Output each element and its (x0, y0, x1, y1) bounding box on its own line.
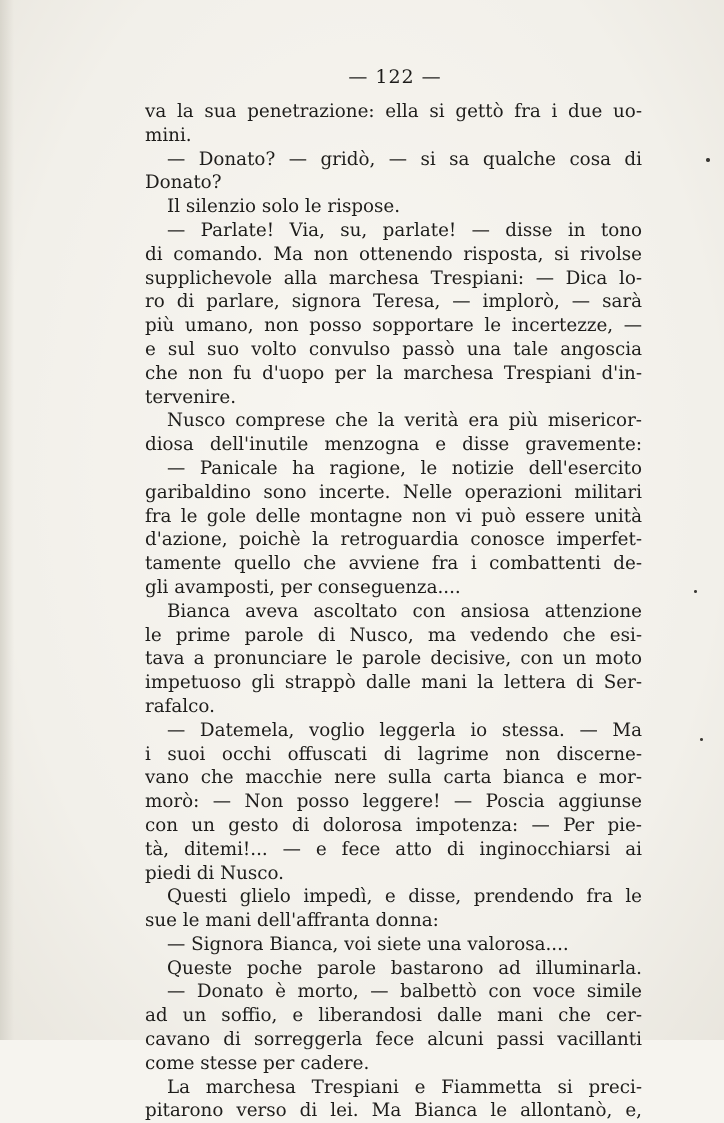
text-line: piedi di Nusco. (145, 862, 284, 884)
speck-mark (694, 590, 697, 593)
text-line: — Signora Bianca, voi siete una valorosa.... (167, 933, 569, 955)
text-line: come stesse per cadere. (145, 1052, 370, 1074)
text-line: sue le mani dell'affranta donna: (145, 910, 439, 932)
text-line: ad un soffio, e liberandosi dalle mani che cer- (145, 1005, 642, 1027)
text-line: va la sua penetrazione: ella si gettò fra i due uo- (145, 101, 642, 122)
text-line: tà, ditemi!... — e fece atto di inginocchiarsi ai (145, 838, 642, 860)
text-line: diosa dell'inutile menzogna e disse gravemente: (145, 434, 642, 456)
text-line: le prime parole di Nusco, ma vedendo che esi- (145, 624, 642, 646)
text-line: tamente quello che avviene fra i combattenti de- (145, 553, 642, 575)
text-line: ro di parlare, signora Teresa, — implorò, — sarà (145, 291, 642, 313)
page-number: — 122 — (348, 66, 442, 88)
text-line: mini. (145, 124, 192, 146)
text-line: d'azione, poichè la retroguardia conosce imperfet- (145, 529, 642, 551)
text-line: gli avamposti, per conseguenza.... (145, 576, 461, 598)
text-line: più umano, non posso sopportare le incertezze, — (145, 315, 642, 337)
text-line: — Datemela, voglio leggerla io stessa. — Ma (167, 719, 642, 741)
text-line: Queste poche parole bastarono ad illuminarla. (167, 957, 642, 979)
text-line: cavano di sorreggerla fece alcuni passi vacillanti (145, 1029, 642, 1051)
text-line: pitarono verso di lei. Ma Bianca le allontanò, e, (145, 1100, 642, 1122)
text-line: e sul suo volto convulso passò una tale angoscia (145, 338, 642, 360)
text-line: tava a pronunciare le parole decisive, con un moto (145, 648, 642, 670)
text-line: morò: — Non posso leggere! — Poscia aggiunse (145, 791, 642, 813)
speck-mark (700, 738, 703, 741)
text-line: Nusco comprese che la verità era più misericor- (167, 410, 642, 432)
text-line: di comando. Ma non ottenendo risposta, si rivolse (145, 243, 642, 265)
text-line: La marchesa Trespiani e Fiammetta si preci- (167, 1076, 642, 1098)
text-line: — Donato? — gridò, — si sa qualche cosa di (167, 148, 642, 170)
text-line: impetuoso gli strappò dalle mani la lettera di Ser- (145, 672, 642, 694)
binding-shadow (0, 0, 14, 1040)
text-line: che non fu d'uopo per la marchesa Trespiani d'in- (145, 362, 642, 384)
text-line: fra le gole delle montagne non vi può essere unità (145, 505, 642, 527)
speck-mark (706, 158, 710, 162)
text-line: con un gesto di dolorosa impotenza: — Per pie- (145, 814, 642, 836)
text-line: supplichevole alla marchesa Trespiani: — Dica lo- (145, 267, 642, 289)
text-line: i suoi occhi offuscati di lagrime non discerne- (145, 743, 642, 765)
text-line: — Parlate! Via, su, parlate! — disse in tono (167, 219, 642, 241)
text-line: — Panicale ha ragione, le notizie dell'esercito (167, 457, 642, 479)
text-line: Questi glielo impedì, e disse, prendendo fra le (167, 886, 642, 908)
body-text (145, 100, 642, 1123)
text-line: garibaldino sono incerte. Nelle operazioni militari (145, 481, 642, 503)
text-line: rafalco. (145, 695, 215, 717)
text-line: Bianca aveva ascoltato con ansiosa attenzione (167, 600, 642, 622)
text-line: Donato? (145, 172, 222, 194)
text-line: tervenire. (145, 386, 237, 408)
text-line: — Donato è morto, — balbettò con voce simile (167, 981, 642, 1003)
text-line: vano che macchie nere sulla carta bianca e mor- (145, 767, 642, 789)
text-line: Il silenzio solo le rispose. (167, 196, 401, 218)
